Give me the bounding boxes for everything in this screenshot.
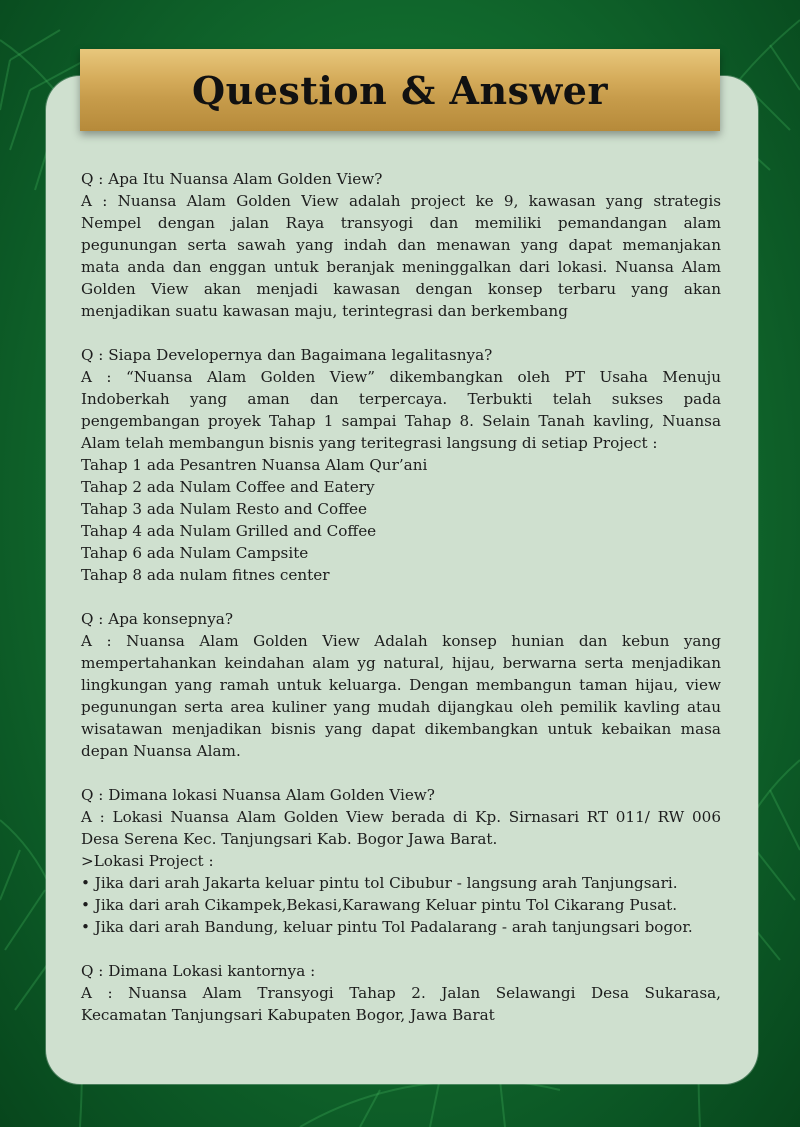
answer-line: Tahap 8 ada nulam fitnes center — [81, 566, 330, 584]
qa-item — [81, 960, 721, 1026]
answer-line: Desa Serena Kec. Tanjungsari Kab. Bogor Jawa Barat. — [81, 830, 498, 848]
answer-line: menjadikan suatu kawasan maju, terintegrasi dan berkembang — [81, 302, 568, 320]
answer-line: A : Lokasi Nuansa Alam Golden View berada di Kp. Sirnasari RT 011/ RW 006 — [81, 808, 721, 826]
answer-line: A : Nuansa Alam Transyogi Tahap 2. Jalan Selawangi Desa Sukarasa, — [81, 984, 721, 1002]
answer-line: Tahap 4 ada Nulam Grilled and Coffee — [81, 522, 377, 540]
answer-line: Kecamatan Tanjungsari Kabupaten Bogor, Jawa Barat — [81, 1006, 495, 1024]
question-text: Q : Apa Itu Nuansa Alam Golden View? — [81, 170, 383, 188]
answer-line: Tahap 3 ada Nulam Resto and Coffee — [81, 500, 367, 518]
answer-line: Tahap 6 ada Nulam Campsite — [81, 544, 309, 562]
question-text: Q : Dimana lokasi Nuansa Alam Golden View? — [81, 786, 435, 804]
question-text: Q : Dimana Lokasi kantornya : — [81, 962, 316, 980]
answer-line: Tahap 2 ada Nulam Coffee and Eatery — [81, 478, 375, 496]
answer-line: A : “Nuansa Alam Golden View” dikembangkan oleh PT Usaha Menuju — [81, 368, 721, 386]
question-text: Q : Siapa Developernya dan Bagaimana legalitasnya? — [81, 346, 493, 364]
page-title: Question & Answer — [192, 67, 608, 113]
qa-list — [81, 168, 721, 1048]
qa-item — [81, 344, 721, 586]
answer-line: pegunungan serta sawah yang indah dan menawan yang dapat memanjakan — [81, 236, 721, 254]
answer-line: wisatawan menjadikan bisnis yang dapat dikembangkan untuk kebaikan masa — [81, 720, 721, 738]
qa-item — [81, 168, 721, 322]
answer-line: mata anda dan enggan untuk beranjak meninggalkan dari lokasi. Nuansa Alam — [81, 258, 721, 276]
title-banner — [80, 49, 720, 131]
answer-line: pegunungan serta area kuliner yang mudah dijangkau oleh pemilik kavling atau — [81, 698, 721, 716]
answer-line: Tahap 1 ada Pesantren Nuansa Alam Qur’ani — [81, 456, 428, 474]
answer-line: Alam telah membangun bisnis yang teritegrasi langsung di setiap Project : — [81, 434, 658, 452]
answer-line: pengembangan proyek Tahap 1 sampai Tahap 8. Selain Tanah kavling, Nuansa — [81, 412, 721, 430]
qa-item — [81, 784, 721, 938]
answer-line: Golden View akan menjadi kawasan dengan konsep terbaru yang akan — [81, 280, 721, 298]
answer-line: mempertahankan keindahan alam yg natural, hijau, berwarna serta menjadikan — [81, 654, 721, 672]
answer-line: A : Nuansa Alam Golden View Adalah konsep hunian dan kebun yang — [81, 632, 721, 650]
question-text: Q : Apa konsepnya? — [81, 610, 233, 628]
answer-line: • Jika dari arah Bandung, keluar pintu Tol Padalarang - arah tanjungsari bogor. — [81, 918, 693, 936]
answer-line: lingkungan yang ramah untuk keluarga. Dengan membangun taman hijau, view — [81, 676, 721, 694]
answer-line: depan Nuansa Alam. — [81, 742, 241, 760]
answer-line: • Jika dari arah Jakarta keluar pintu tol Cibubur - langsung arah Tanjungsari. — [81, 874, 678, 892]
answer-line: A : Nuansa Alam Golden View adalah project ke 9, kawasan yang strategis — [81, 192, 721, 210]
answer-line: Indoberkah yang aman dan terpercaya. Terbukti telah sukses pada — [81, 390, 721, 408]
qa-item — [81, 608, 721, 762]
answer-line: • Jika dari arah Cikampek,Bekasi,Karawang Keluar pintu Tol Cikarang Pusat. — [81, 896, 678, 914]
answer-line: Nempel dengan jalan Raya transyogi dan memiliki pemandangan alam — [81, 214, 721, 232]
answer-line: >Lokasi Project : — [81, 852, 214, 870]
